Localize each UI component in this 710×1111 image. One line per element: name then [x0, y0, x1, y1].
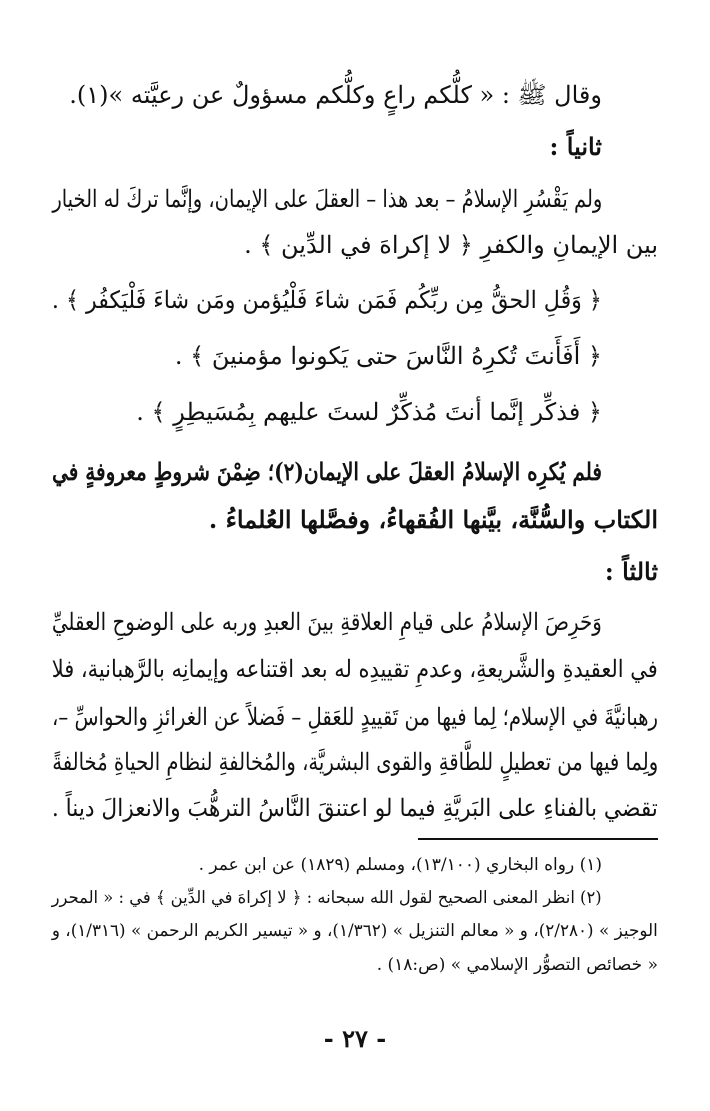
quran-verse-line: ﴿ فذكِّر إنَّما أنتَ مُذكِّرٌ لستَ عليهم بِمُسَيطِرٍ ﴾ . — [136, 398, 602, 426]
footnote-2-line: الوجيز » (٢/٢٨٠)، و « معالم التنزيل » (١/٣٦٢)، و « تيسير الكريم الرحمن » (١/٣١٦)، و — [52, 921, 658, 941]
paragraph-line: وَحَرِصَ الإسلامُ على قيامِ العلاقةِ بينَ العبدِ وربه على الوضوحِ العقليِّ — [52, 608, 602, 636]
quran-verse-line: ﴿ أَفَأَنتَ تُكرِهُ النَّاسَ حتى يَكونوا مؤمنينَ ﴾ . — [174, 342, 602, 370]
paragraph-line: الكتاب والسُّنَّة، بيَّنها الفُقهاءُ، وفصَّلها العُلماءُ . — [208, 505, 658, 534]
paragraph-line: ولم يَقْسُرِ الإسلامُ – بعد هذا – العقلَ على الإيمان، وإنَّما تركَ له الخيار — [52, 185, 602, 213]
footnote-2-line: « خصائص التصوُّر الإسلامي » (ص:١٨) . — [376, 955, 658, 975]
paragraph-line: وقال ﷺ : « كلُّكم راعٍ وكلُّكم مسؤولٌ عن رعيَّته »(١). — [69, 81, 602, 109]
footnote-divider — [418, 838, 658, 840]
section-heading-second: ثانياً : — [549, 132, 602, 161]
paragraph-line: تقضي بالفناءِ على البَريَّةِ فيما لو اعتنقَ النَّاسُ الترهُّبَ والانعزالَ ديناً . — [52, 794, 658, 822]
paragraph-line: بين الإيمانِ والكفرِ ﴿ لا إكراهَ في الدِّين ﴾ . — [244, 231, 658, 259]
footnote-2-line: (٢) انظر المعنى الصحيح لقول الله سبحانه : ﴿ لا إكراهَ في الدِّين ﴾ في : « المحرر — [52, 888, 602, 908]
paragraph-line: رهبانيَّةَ في الإسلام؛ لِما فيها من تَقييدٍ للعَقلِ – فَضلاً عن الغرائزِ والحواسِّ –، — [52, 703, 658, 731]
quran-verse-line: ﴿ وَقُلِ الحقُّ مِن ربِّكُم فَمَن شاءَ فَلْيُؤمن ومَن شاءَ فَلْيَكفُر ﴾ . — [52, 286, 602, 314]
footnote-1: (١) رواه البخاري (١٣/١٠٠)، ومسلم (١٨٢٩) عن ابن عمر . — [198, 855, 602, 875]
paragraph-line: ولِما فيها من تعطيلٍ للطَّاقةِ والقوى البشريَّة، والمُخالفةِ لنظامِ الحياةِ مُخالفةً — [52, 748, 658, 776]
paragraph-line: في العقيدةِ والشَّريعةِ، وعدمِ تقييدِه له بعد اقتناعه وإيمانِه بالرَّهبانية، فلا — [52, 655, 658, 683]
section-heading-third: ثالثاً : — [604, 557, 658, 586]
paragraph-line: فلم يُكرِه الإسلامُ العقلَ على الإيمان(٢)؛ ضِمْنَ شروطٍ معروفةٍ في — [52, 457, 602, 486]
page-number: - ٢٧ - — [323, 1024, 387, 1053]
